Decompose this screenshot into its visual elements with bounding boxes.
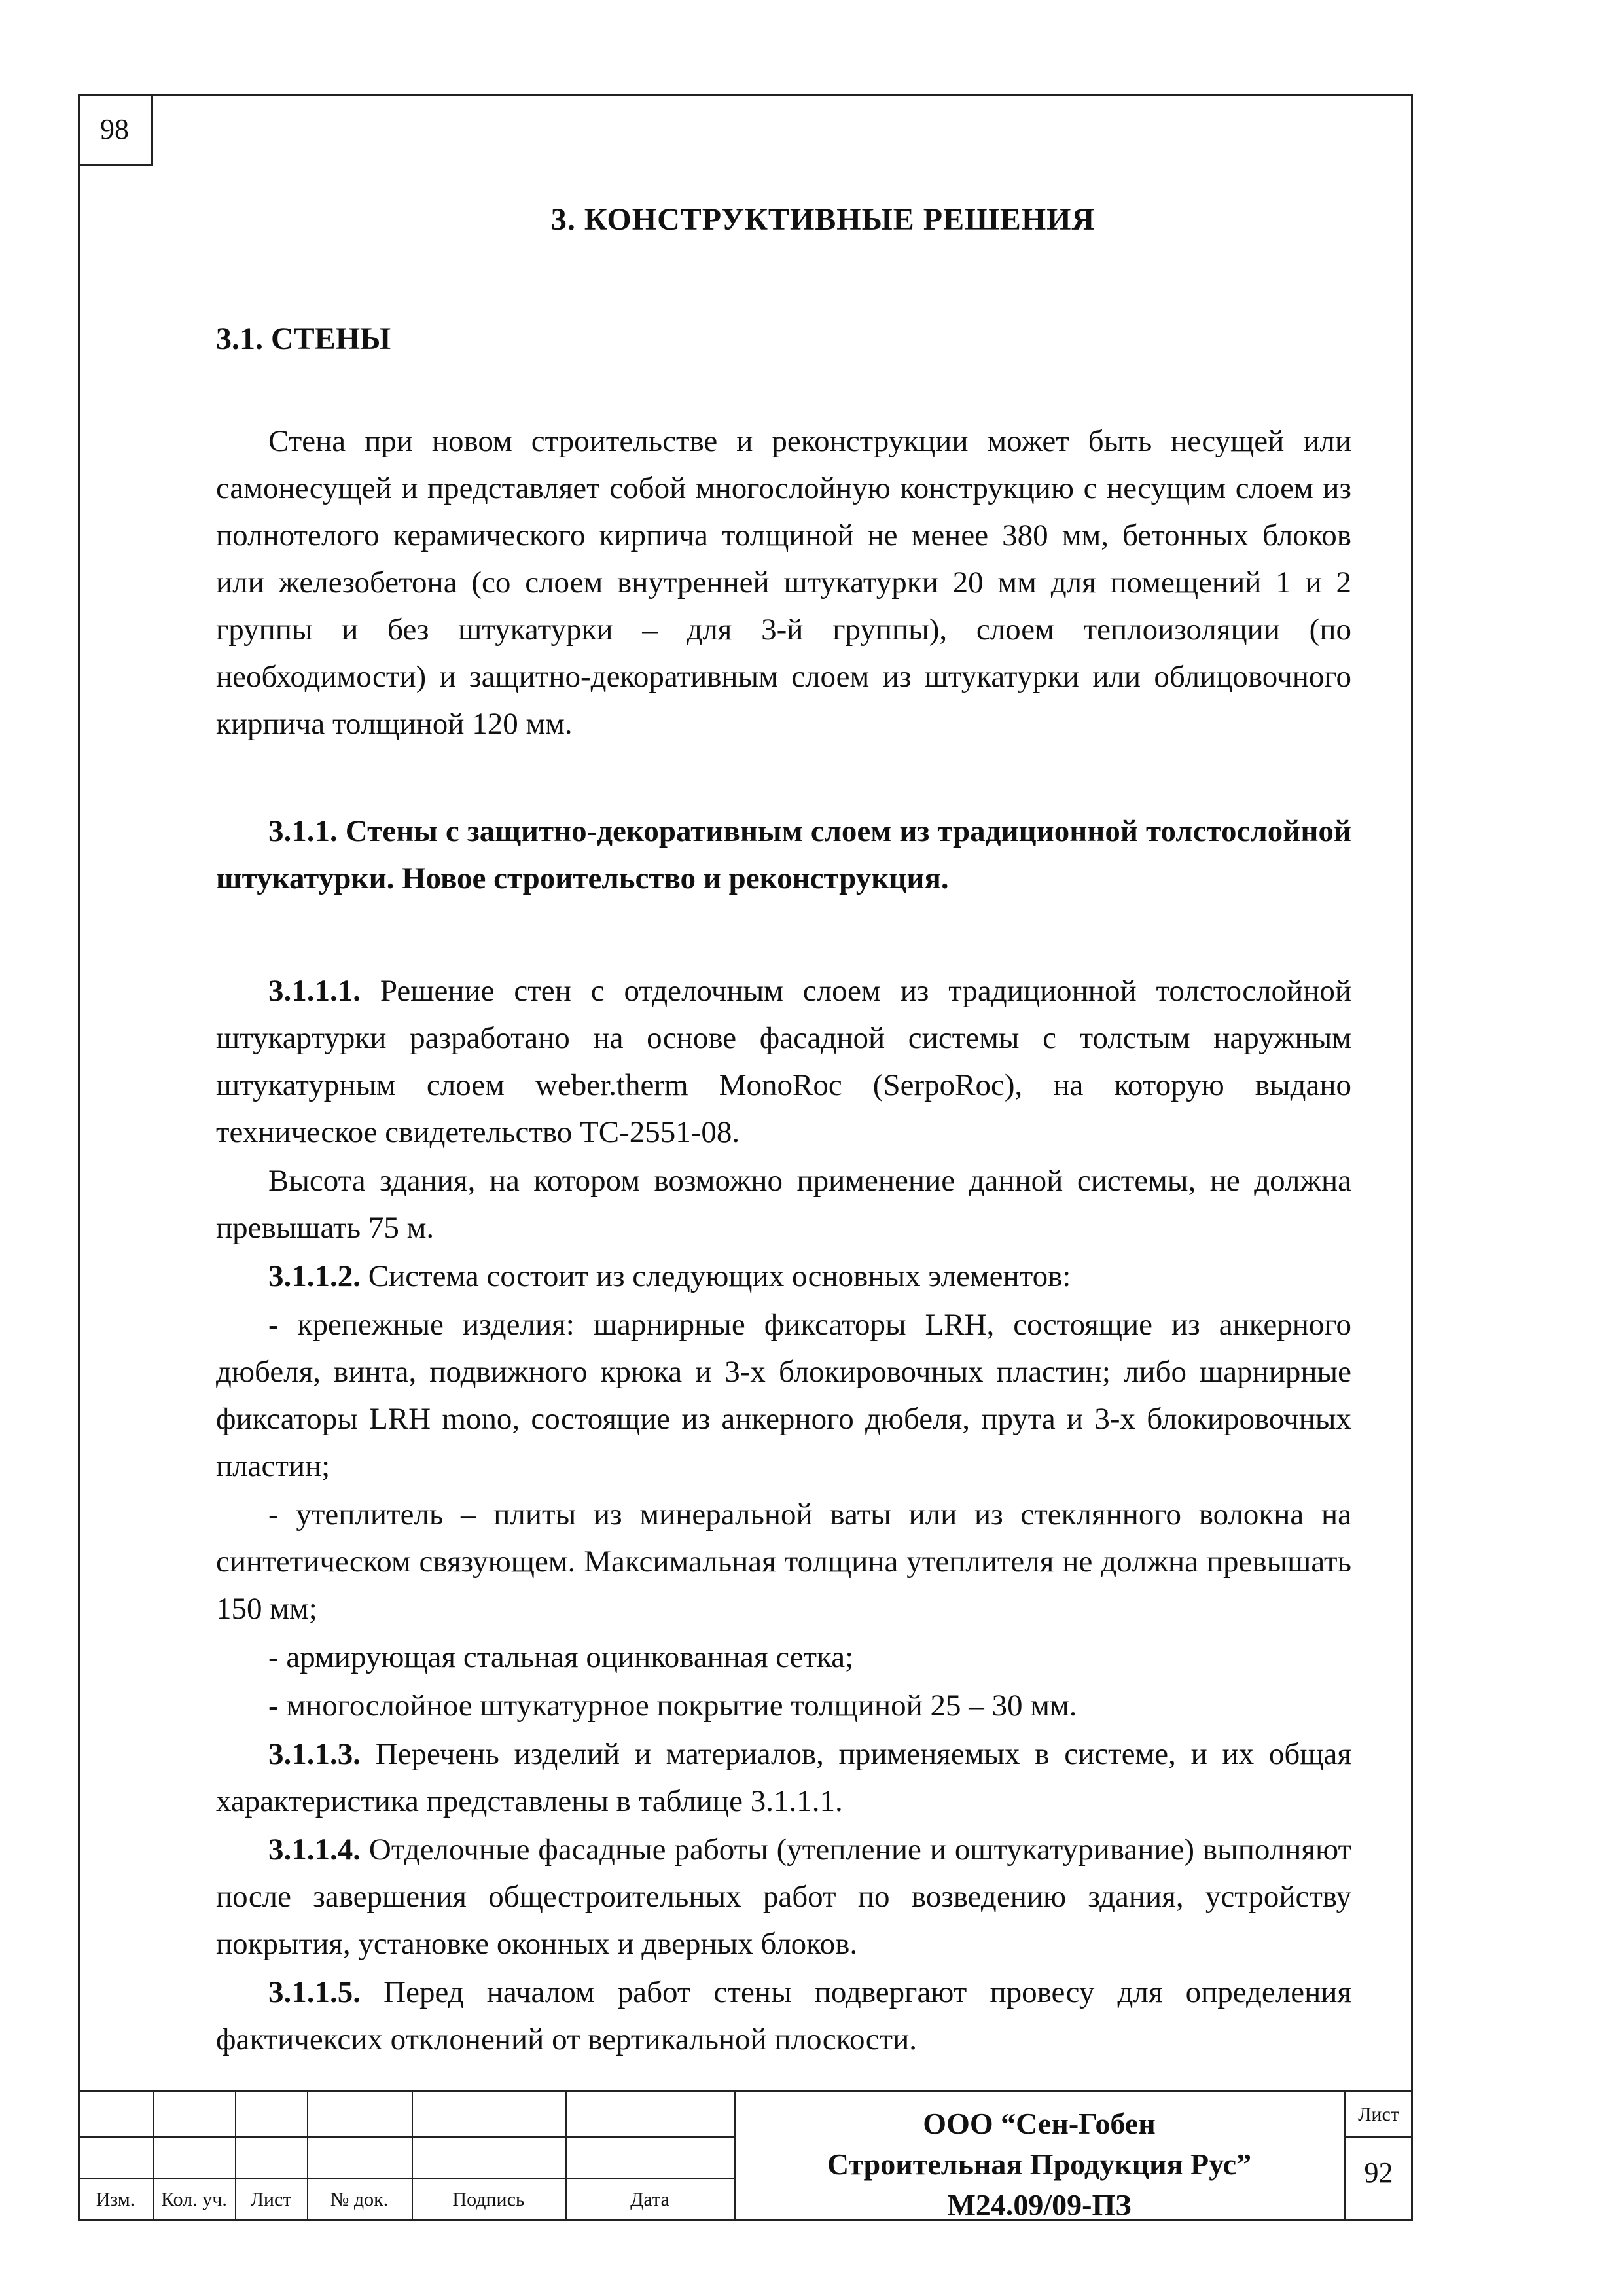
stamp-label-change: Изм. bbox=[96, 2189, 135, 2210]
intro-paragraph: Стена при новом строительстве и реконструкции может быть несущей или самонесущей и представляет собой многослойную конструкцию с несущим слоем из полнотелого керамического кирпича толщиной не менее 380 мм, бетонных блоков или железобетона (со слоем внутренней штукатурки 20 мм для помещений 1 и 2 группы и без штукатурки – для 3-й группы), слоем теплоизоляции (по необходимости) и защитно-декоративным слоем из штукатурки или облицовочного кирпича толщиной 120 мм. bbox=[216, 424, 1351, 741]
paragraph-text: Перечень изделий и материалов, применяемых в системе, и их общая характеристика представлены в таблице 3.1.1.1. bbox=[216, 1737, 1351, 1818]
subsection-title: 3.1.1. Стены с защитно-декоративным слоем из традиционной толстослойной штукатурки. Новое строительство и реконструкция. bbox=[216, 814, 1351, 895]
list-dash: - bbox=[268, 1308, 279, 1342]
paragraph-3-1-1-3 bbox=[216, 1731, 1351, 1825]
sheet-label: Лист bbox=[1358, 2104, 1399, 2125]
stamp-label-count: Кол. уч. bbox=[161, 2189, 227, 2210]
list-item-text: утеплитель – плиты из минеральной ваты или из стеклянного волокна на синтетическом связующем. Максимальная толщина утеплителя не должна превышать 150 мм; bbox=[216, 1498, 1351, 1626]
list-item-text: крепежные изделия: шарнирные фиксаторы LRH, состоящие из анкерного дюбеля, винта, подвижного крюка и 3-х блокировочных пластин; либо шарнирные фиксаторы LRH mono, состоящие из анкерного дюбеля, прута и 3-х блокировочных пластин; bbox=[216, 1308, 1351, 1483]
stamp-label-date: Дата bbox=[630, 2189, 669, 2210]
paragraph-3-1-1-1 bbox=[216, 967, 1351, 1156]
stamp-label-doc-number: № док. bbox=[330, 2189, 389, 2210]
chapter-heading: 3. КОНСТРУКТИВНЫЕ РЕШЕНИЯ bbox=[550, 202, 1096, 237]
list-dash: - bbox=[268, 1498, 279, 1532]
section-title: 3.1. СТЕНЫ bbox=[216, 321, 391, 356]
list-item-text: многослойное штукатурное покрытие толщиной 25 – 30 мм. bbox=[278, 1689, 1077, 1723]
list-item bbox=[216, 1682, 1351, 1729]
stamp-label-signature: Подпись bbox=[452, 2189, 525, 2210]
stamp-label-sheet: Лист bbox=[250, 2189, 292, 2210]
list-dash: - bbox=[268, 1640, 279, 1674]
paragraph-3-1-1-2 bbox=[216, 1253, 1351, 1300]
list-item bbox=[216, 1634, 1351, 1681]
list-item-text: армирующая стальная оцинкованная сетка; bbox=[278, 1640, 854, 1674]
sheet-number: 92 bbox=[1364, 2157, 1393, 2189]
list-item bbox=[216, 1491, 1351, 1632]
paragraph-number: 3.1.1.4. bbox=[268, 1833, 361, 1867]
paragraph-text: Отделочные фасадные работы (утепление и оштукатуривание) выполняют после завершения общестроительных работ по возведению здания, устройству покрытия, установке оконных и дверных блоков. bbox=[216, 1833, 1351, 1961]
list-dash: - bbox=[268, 1689, 279, 1723]
paragraph-number: 3.1.1.5. bbox=[268, 1975, 361, 2009]
org-line-1: ООО “Сен-Гобен bbox=[923, 2107, 1156, 2140]
paragraph-3-1-1-4 bbox=[216, 1826, 1351, 1967]
paragraph-number: 3.1.1.2. bbox=[268, 1259, 361, 1293]
paragraph-text: Перед началом работ стены подвергают провесу для определения фактичексих отклонений от вертикальной плоскости. bbox=[216, 1975, 1351, 2056]
paragraph-text: Система состоит из следующих основных элементов: bbox=[361, 1259, 1071, 1293]
paragraph-height: Высота здания, на котором возможно применение данной системы, не должна превышать 75 м. bbox=[216, 1164, 1351, 1245]
document-code: М24.09/09-ПЗ bbox=[947, 2188, 1132, 2221]
page-number-box: 98 bbox=[78, 94, 153, 166]
title-block bbox=[78, 2090, 1413, 2221]
document-body bbox=[216, 196, 1351, 2063]
paragraph-3-1-1-5 bbox=[216, 1969, 1351, 2063]
list-item bbox=[216, 1301, 1351, 1490]
organization-title bbox=[734, 2104, 1344, 2225]
paragraph-number: 3.1.1.3. bbox=[268, 1737, 361, 1771]
paragraph-number: 3.1.1.1. bbox=[268, 974, 361, 1008]
paragraph-text: Решение стен с отделочным слоем из традиционной толстослойной штукартурки разработано на основе фасадной системы с толстым наружным штукатурным слоем weber.therm MonoRoc (SerpoRoc), на которую выдано техническое свидетельство ТС-2551-08. bbox=[216, 974, 1351, 1149]
org-line-2: Строительная Продукция Рус” bbox=[827, 2147, 1252, 2181]
